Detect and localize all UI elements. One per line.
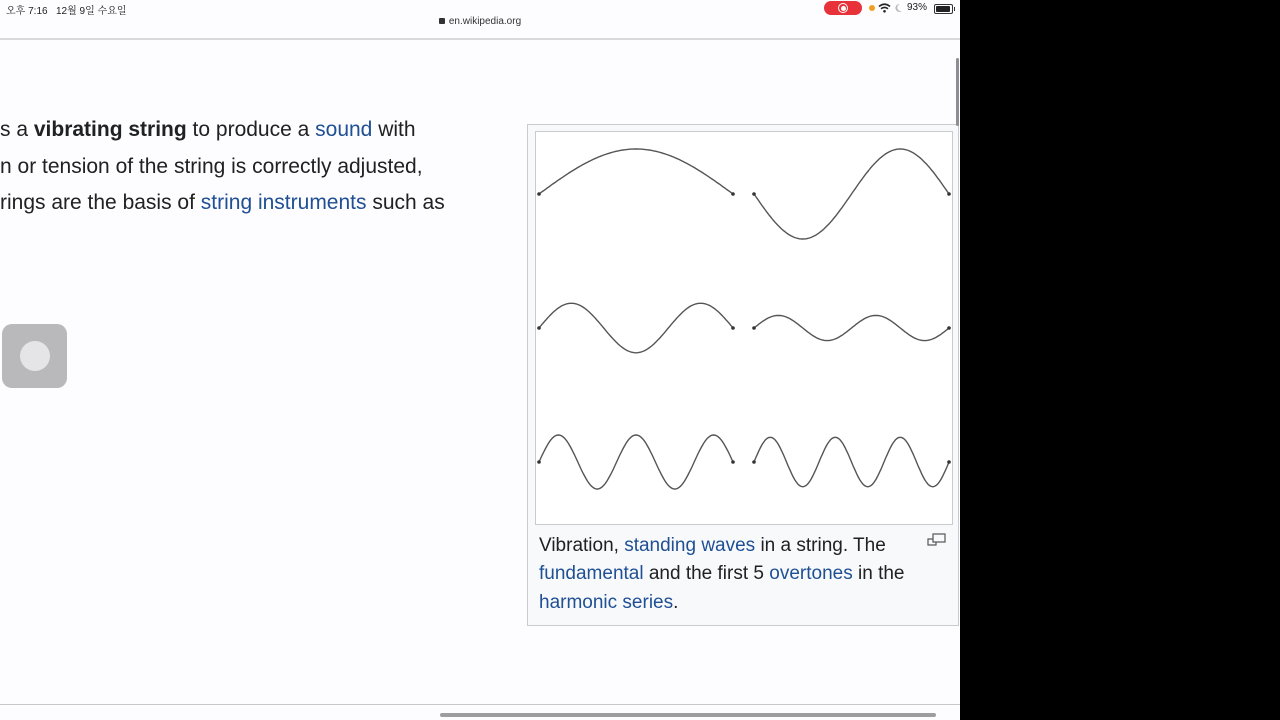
string-instruments-link[interactable]: string instruments	[200, 191, 367, 214]
string-endpoint	[731, 192, 735, 196]
privacy-indicator-icon	[869, 5, 875, 11]
harmonic-3-wave	[539, 303, 733, 353]
scrollbar[interactable]	[956, 58, 959, 126]
text: in the	[852, 563, 905, 584]
harmonic-2-wave	[754, 149, 949, 239]
text: n or tension of the string is correctly adjusted,	[0, 155, 423, 178]
bottom-divider	[0, 704, 960, 705]
text: and the first 5	[643, 563, 770, 584]
text: rings are the basis of	[0, 191, 201, 214]
string-endpoint	[537, 326, 541, 330]
standing-waves-image[interactable]	[535, 131, 953, 525]
url-bar[interactable]	[0, 16, 960, 27]
figure-thumbnail	[527, 124, 959, 626]
string-endpoint	[947, 326, 951, 330]
url-text: en.wikipedia.org	[448, 16, 522, 27]
overtones-link[interactable]: overtones	[769, 563, 853, 584]
harmonic-5-wave	[539, 435, 733, 489]
harmonic-6-wave	[754, 437, 949, 487]
toolbar-divider	[0, 38, 960, 40]
battery-icon	[934, 4, 953, 14]
article-line	[0, 118, 416, 142]
screen-recording-icon[interactable]	[824, 1, 862, 15]
standing-waves-link[interactable]: standing waves	[624, 535, 756, 556]
harmonic-series-link[interactable]: harmonic series	[539, 592, 674, 613]
home-indicator[interactable]	[440, 713, 936, 717]
standing-waves-diagram	[536, 132, 952, 524]
article-line	[0, 191, 445, 215]
article-line	[0, 155, 423, 179]
enlarge-icon[interactable]	[927, 533, 947, 547]
battery-percentage: 93%	[907, 2, 928, 13]
caption-line	[539, 592, 678, 614]
string-endpoint	[752, 460, 756, 464]
string-endpoint	[537, 460, 541, 464]
harmonic-1-wave	[539, 149, 733, 194]
string-endpoint	[752, 192, 756, 196]
text: .	[673, 592, 679, 613]
string-endpoint	[731, 326, 735, 330]
text: to produce a	[186, 118, 316, 141]
caption-line	[539, 535, 886, 557]
text: s a	[0, 118, 34, 141]
lock-icon	[439, 18, 445, 24]
string-endpoint	[731, 460, 735, 464]
string-endpoint	[537, 192, 541, 196]
caption-line	[539, 563, 904, 585]
bold-term: vibrating string	[33, 118, 187, 141]
sound-link[interactable]: sound	[315, 118, 373, 141]
status-time: 오후 7:16	[6, 6, 48, 17]
text: Vibration,	[539, 535, 625, 556]
status-date: 12월 9일 수요일	[56, 6, 127, 17]
fundamental-link[interactable]: fundamental	[539, 563, 644, 584]
string-endpoint	[947, 192, 951, 196]
string-endpoint	[947, 460, 951, 464]
string-endpoint	[752, 326, 756, 330]
moon-icon	[894, 3, 903, 13]
assistive-touch-button[interactable]	[2, 324, 67, 388]
wifi-icon	[878, 3, 891, 13]
text: with	[372, 118, 416, 141]
text: such as	[366, 191, 445, 214]
harmonic-4-wave	[754, 315, 949, 340]
text: in a string. The	[755, 535, 886, 556]
